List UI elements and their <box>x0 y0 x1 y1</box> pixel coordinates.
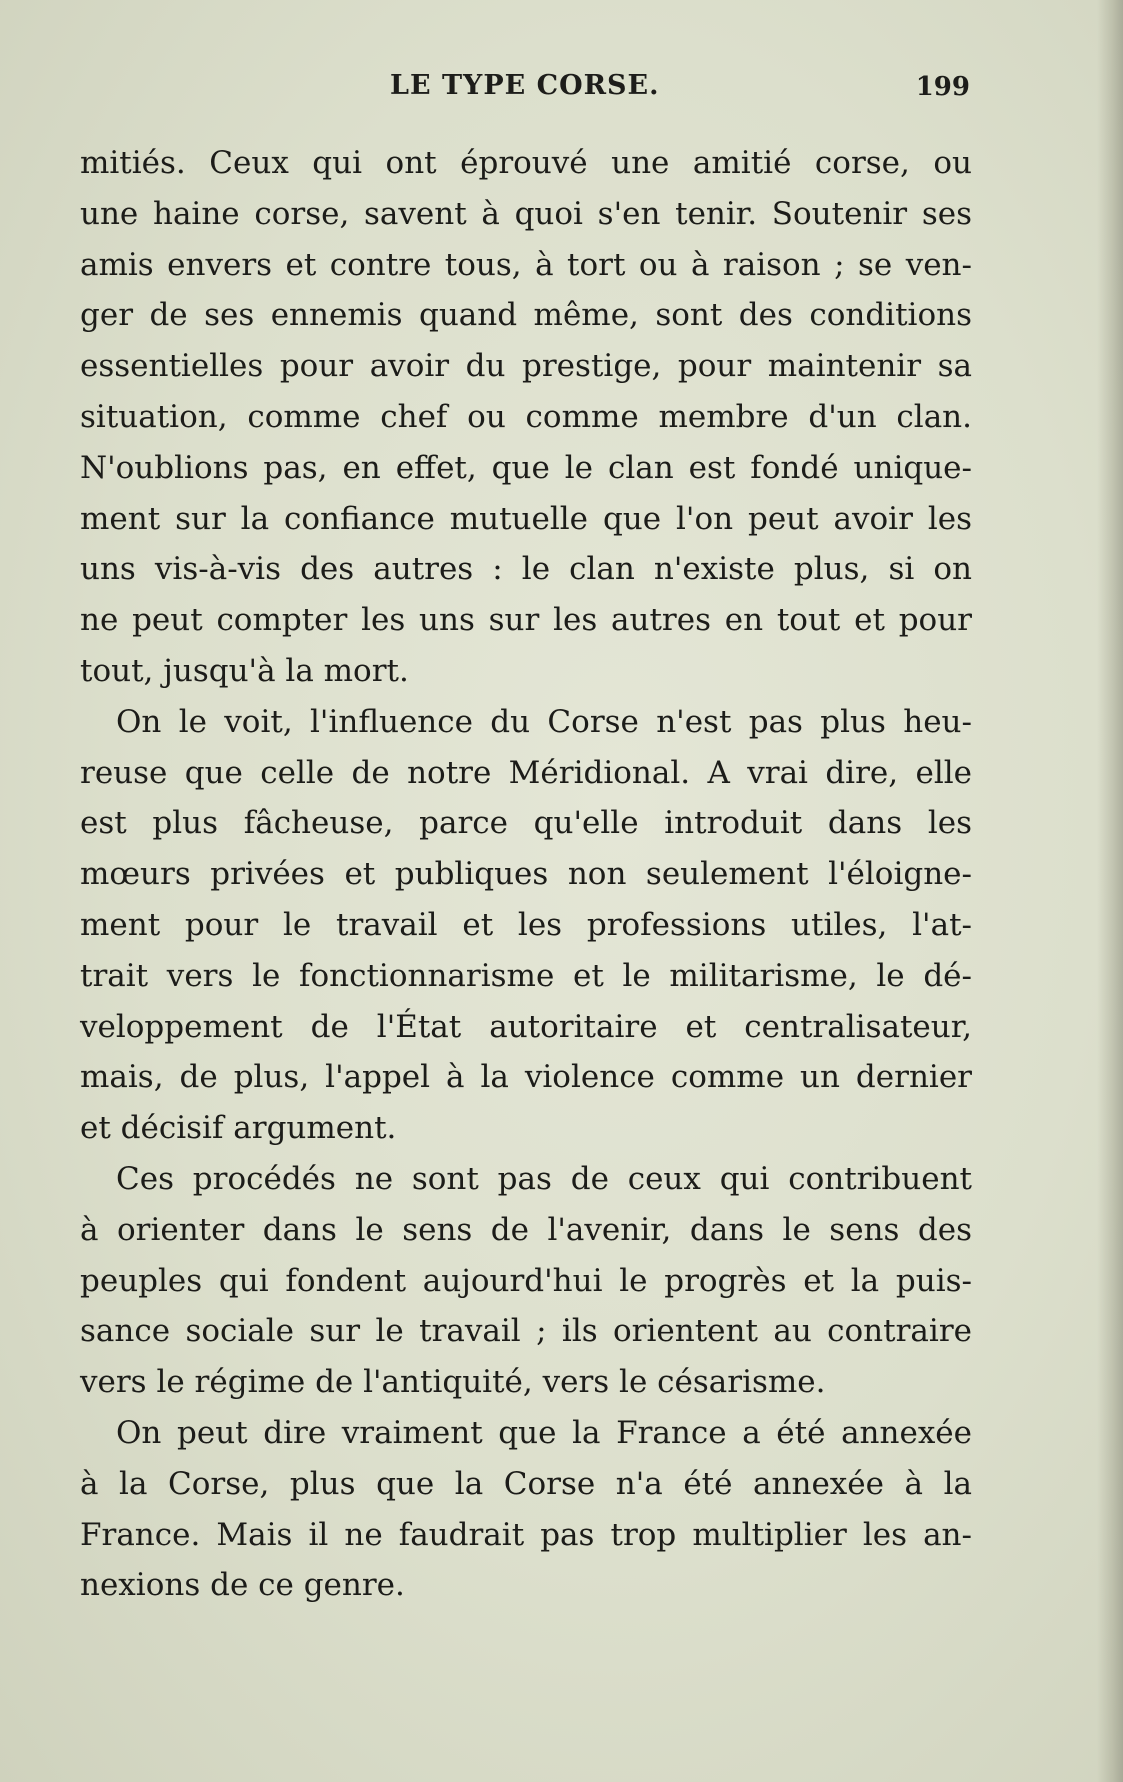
text-line: France. Mais il ne faudrait pas trop multiplier les an- <box>80 1516 972 1553</box>
text-line: ment sur la confiance mutuelle que l'on peut avoir les <box>80 500 972 537</box>
text-line: veloppement de l'État autoritaire et centralisateur, <box>80 1008 972 1045</box>
paragraph-3 <box>80 1154 972 1408</box>
text-line: On le voit, l'influence du Corse n'est pas plus heu- <box>116 703 972 740</box>
text-line: On peut dire vraiment que la France a été annexée <box>116 1414 972 1451</box>
text-line: mitiés. Ceux qui ont éprouvé une amitié corse, ou <box>80 145 972 181</box>
text-line: mais, de plus, l'appel à la violence comme un dernier <box>80 1059 972 1096</box>
paragraph-1 <box>80 138 972 697</box>
text-line: à la Corse, plus que la Corse n'a été annexée à la <box>80 1465 972 1502</box>
text-line: Ces procédés ne sont pas de ceux qui contribuent <box>116 1160 972 1197</box>
text-line: ment pour le travail et les professions utiles, l'at- <box>80 906 972 943</box>
text-line: ger de ses ennemis quand même, sont des conditions <box>80 297 972 334</box>
text-line: amis envers et contre tous, à tort ou à raison ; se ven- <box>80 246 972 283</box>
text-line: et décisif argument. <box>80 1110 397 1147</box>
body-text <box>80 138 972 1611</box>
page-number: 199 <box>915 72 970 102</box>
text-line: tout, jusqu'à la mort. <box>80 652 409 689</box>
text-line: sance sociale sur le travail ; ils orientent au contraire <box>80 1313 972 1350</box>
text-line: à orienter dans le sens de l'avenir, dans le sens des <box>80 1211 972 1248</box>
text-line: est plus fâcheuse, parce qu'elle introduit dans les <box>80 805 972 842</box>
text-line: une haine corse, savent à quoi s'en tenir. Soutenir ses <box>80 195 972 232</box>
text-line: N'oublions pas, en effet, que le clan est fondé unique- <box>80 449 972 486</box>
text-line: essentielles pour avoir du prestige, pour maintenir sa <box>80 348 972 385</box>
text-line: peuples qui fondent aujourd'hui le progrès et la puis- <box>80 1262 972 1299</box>
text-line: mœurs privées et publiques non seulement l'éloigne- <box>80 856 972 893</box>
text-line: ne peut compter les uns sur les autres en tout et pour <box>80 602 972 639</box>
text-line: vers le régime de l'antiquité, vers le césarisme. <box>80 1364 826 1401</box>
page-header <box>80 70 970 110</box>
page-edge-shadow <box>1097 0 1123 1782</box>
paragraph-2 <box>80 697 972 1154</box>
running-title: LE TYPE CORSE. <box>390 70 660 101</box>
paragraph-4 <box>80 1408 972 1611</box>
text-line: situation, comme chef ou comme membre d'un clan. <box>80 398 972 435</box>
text-line: trait vers le fonctionnarisme et le militarisme, le dé- <box>80 957 972 994</box>
text-line: nexions de ce genre. <box>80 1567 405 1604</box>
text-line: uns vis-à-vis des autres : le clan n'existe plus, si on <box>80 551 972 588</box>
text-line: reuse que celle de notre Méridional. A vrai dire, elle <box>80 754 972 791</box>
